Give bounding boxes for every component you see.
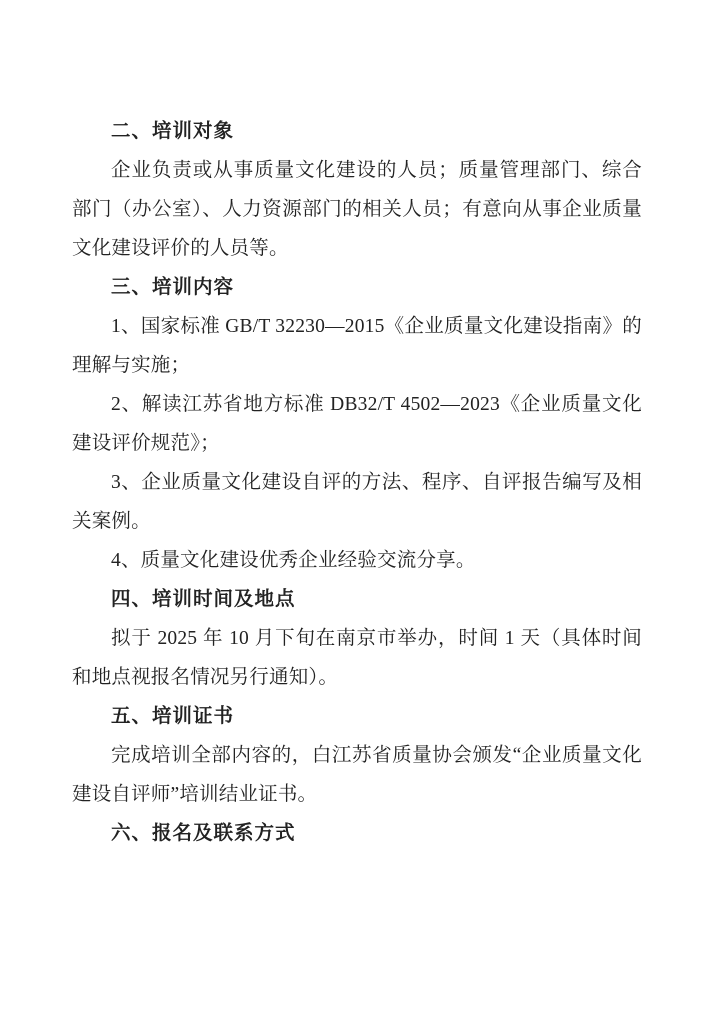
- paragraph-content-item-3: 3、企业质量文化建设自评的方法、程序、自评报告编写及相关案例。: [72, 472, 642, 532]
- section-heading-training-audience: 二、培训对象: [111, 121, 235, 142]
- section-heading-training-content: 三、培训内容: [111, 277, 235, 298]
- paragraph-certificate: 完成培训全部内容的，白江苏省质量协会颁发“企业质量文化建设自评师”培训结业证书。: [72, 745, 642, 805]
- section-heading-time-and-place: 四、培训时间及地点: [111, 589, 296, 610]
- section-heading-registration-contact: 六、报名及联系方式: [111, 823, 296, 844]
- paragraph-content-item-2: 2、解读江苏省地方标准 DB32/T 4502—2023《企业质量文化建设评价规范》；: [72, 394, 642, 454]
- paragraph-content-item-4: 4、质量文化建设优秀企业经验交流分享。: [111, 550, 476, 571]
- paragraph-time-and-place: 拟于 2025 年 10 月下旬在南京市举办，时间 1 天（具体时间和地点视报名情况另行通知）。: [72, 628, 642, 688]
- paragraph-content-item-1: 1、国家标准 GB/T 32230—2015《企业质量文化建设指南》的理解与实施；: [72, 316, 642, 376]
- paragraph-training-audience: 企业负责或从事质量文化建设的人员；质量管理部门、综合部门（办公室）、人力资源部门的相关人员；有意向从事企业质量文化建设评价的人员等。: [72, 160, 642, 259]
- document-body: [72, 112, 642, 853]
- section-heading-certificate: 五、培训证书: [111, 706, 235, 727]
